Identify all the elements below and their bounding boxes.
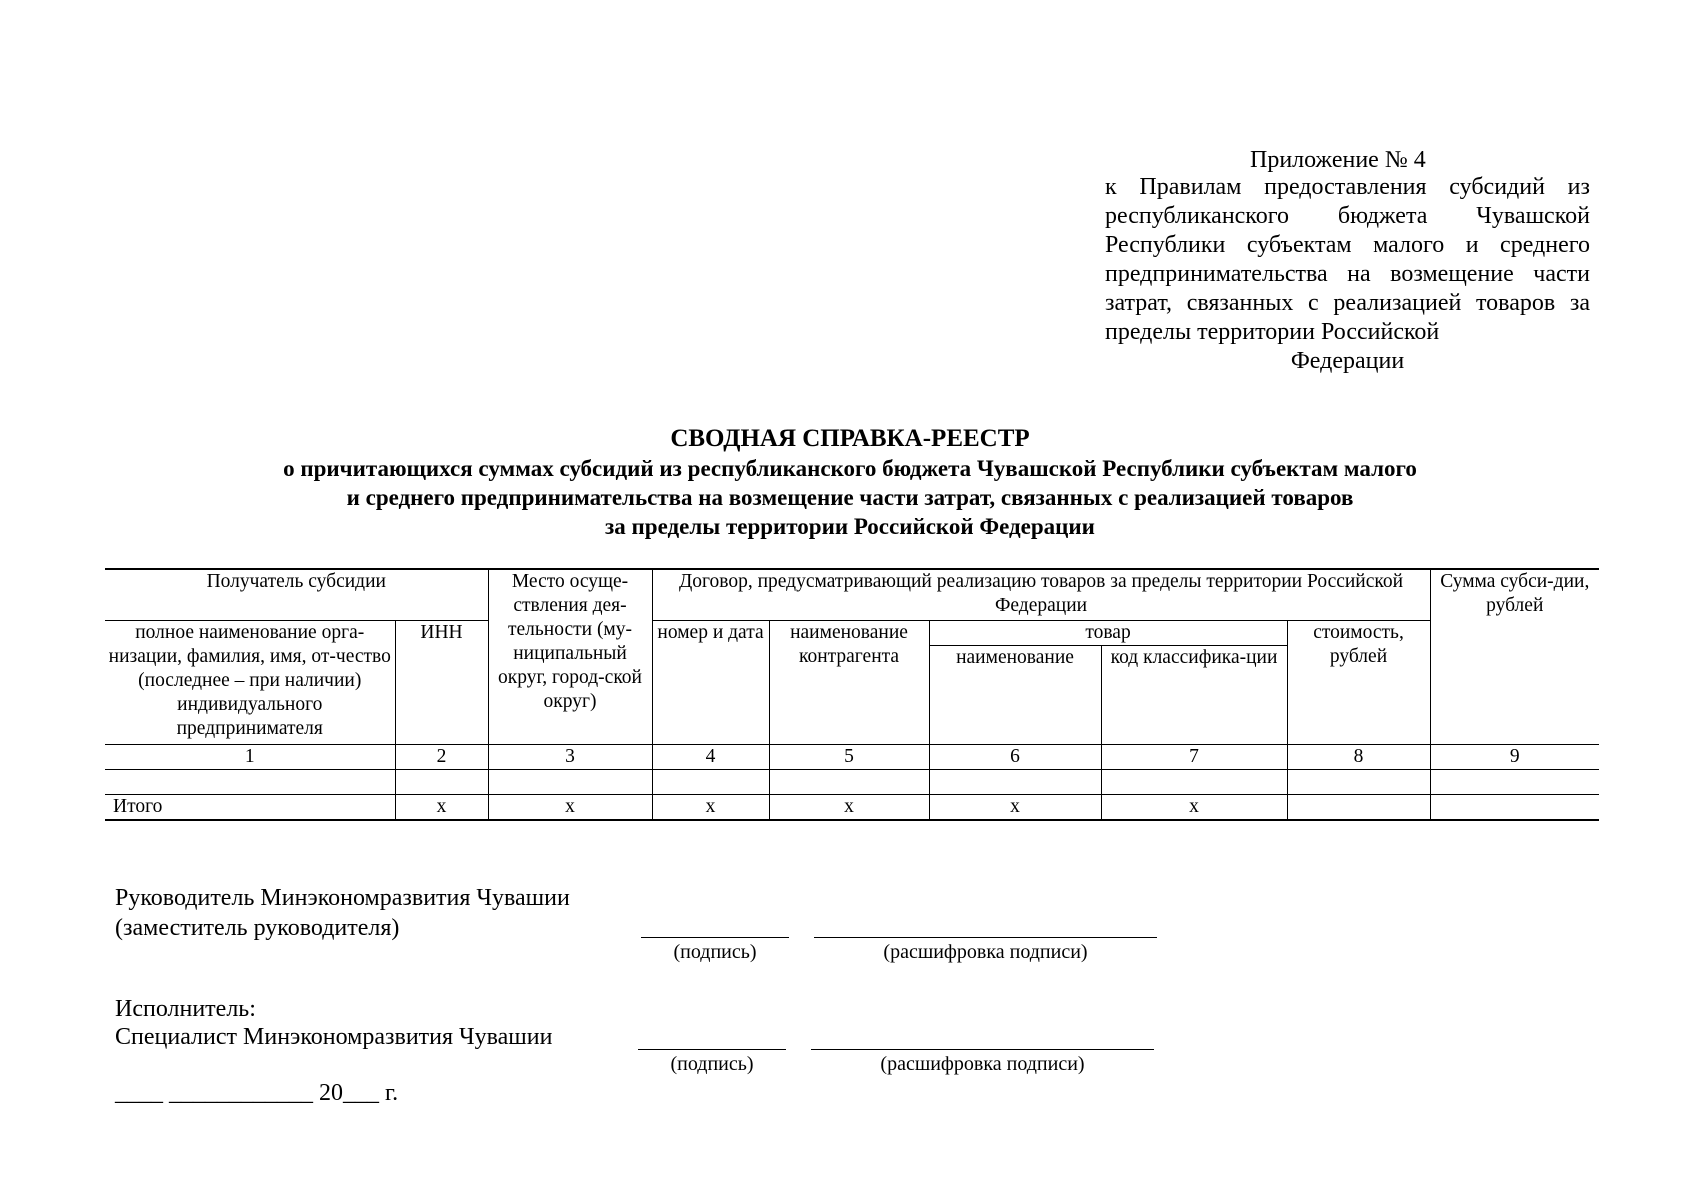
- table-cell: [1430, 769, 1599, 794]
- head-decoding-caption: (расшифровка подписи): [883, 941, 1088, 963]
- table-cell: [105, 769, 395, 794]
- recipient-header: Получатель субсидии: [105, 569, 488, 620]
- registry-table: [105, 568, 1599, 821]
- document-title: [150, 424, 1550, 541]
- column-number: 4: [652, 744, 769, 769]
- executor-signature-caption: (подпись): [670, 1053, 754, 1075]
- total-cell: х: [488, 794, 652, 820]
- title-main: СВОДНАЯ СПРАВКА-РЕЕСТР: [670, 425, 1030, 452]
- goods-code-header: код классифика-ции: [1101, 645, 1287, 744]
- number-date-header: номер и дата: [652, 620, 769, 744]
- executor-signature-line[interactable]: [638, 1049, 786, 1050]
- goods-header: товар: [929, 620, 1287, 645]
- table-cell: [395, 769, 488, 794]
- contract-header: Договор, предусматривающий реализацию товаров за пределы территории Российской Федерации: [652, 569, 1430, 620]
- column-number: 3: [488, 744, 652, 769]
- executor-decoding-caption: (расшифровка подписи): [880, 1053, 1085, 1075]
- executor-label: Исполнитель:: [115, 996, 256, 1022]
- table-cell: [488, 769, 652, 794]
- title-line-3: за пределы территории Российской Федерации: [605, 514, 1095, 539]
- total-label: Итого: [105, 794, 395, 820]
- appendix-text: к Правилам предоставления субсидий из республиканского бюджета Чувашской Республики субъектам малого и среднего предпринимательства на возмещение части затрат, связанных с реализацией товаров за пределы территории Российской: [1105, 174, 1590, 345]
- title-line-1: о причитающихся суммах субсидий из республиканского бюджета Чувашской Республики субъектам малого: [283, 456, 1417, 481]
- head-signature-line[interactable]: [641, 937, 789, 938]
- table-cell: [652, 769, 769, 794]
- full-name-header: полное наименование орга-низации, фамилия, имя, от-чество (последнее – при наличии) индивидуального предпринимателя: [105, 620, 395, 744]
- column-number: 8: [1287, 744, 1430, 769]
- date-line[interactable]: ____ ____________ 20___ г.: [115, 1080, 399, 1106]
- total-cell: [1287, 794, 1430, 820]
- total-cell: х: [929, 794, 1101, 820]
- goods-name-header: наименование: [929, 645, 1101, 744]
- total-cell: [1430, 794, 1599, 820]
- specialist-title: Специалист Минэкономразвития Чувашии: [115, 1024, 553, 1050]
- head-title: Руководитель Минэкономразвития Чувашии: [115, 885, 570, 911]
- column-number: 7: [1101, 744, 1287, 769]
- total-cell: х: [769, 794, 929, 820]
- title-line-2: и среднего предпринимательства на возмещение части затрат, связанных с реализацией товаров: [346, 485, 1354, 510]
- table-cell: [1101, 769, 1287, 794]
- inn-header: ИНН: [395, 620, 488, 744]
- total-cell: х: [652, 794, 769, 820]
- table-row-empty: [105, 769, 1599, 794]
- column-number: 9: [1430, 744, 1599, 769]
- sum-header: Сумма субси-дии, рублей: [1430, 569, 1599, 744]
- column-number: 2: [395, 744, 488, 769]
- counterparty-header: наименование контрагента: [769, 620, 929, 744]
- table-cell: [769, 769, 929, 794]
- appendix-title: Приложение № 4: [1250, 147, 1426, 173]
- column-number: 5: [769, 744, 929, 769]
- total-cell: х: [395, 794, 488, 820]
- place-header: Место осуще-ствления дея-тельности (му-ниципальный округ, город-ской округ): [488, 569, 652, 744]
- column-number: 1: [105, 744, 395, 769]
- total-cell: х: [1101, 794, 1287, 820]
- table-cell: [929, 769, 1101, 794]
- head-signature-caption: (подпись): [673, 941, 757, 963]
- executor-decoding-line[interactable]: [811, 1049, 1154, 1050]
- appendix-last-line: Федерации: [1290, 348, 1405, 374]
- table-row-total: [105, 794, 1599, 820]
- table-cell: [1287, 769, 1430, 794]
- cost-header: стоимость, рублей: [1287, 620, 1430, 744]
- column-number: 6: [929, 744, 1101, 769]
- head-subtitle: (заместитель руководителя): [115, 915, 400, 941]
- head-decoding-line[interactable]: [814, 937, 1157, 938]
